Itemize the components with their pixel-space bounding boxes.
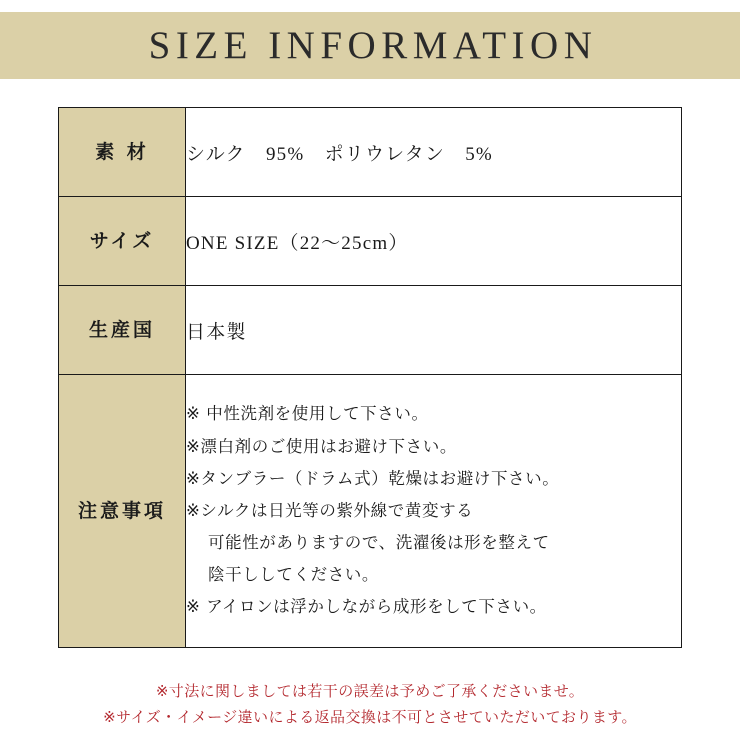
note-line: ※シルクは日光等の紫外線で黄変する — [186, 500, 474, 520]
note-line: 陰干ししてください。 — [208, 565, 379, 585]
table-row — [59, 375, 682, 648]
row-value-size: ONE SIZE（22〜25cm） — [186, 197, 682, 286]
footer-disclaimer — [0, 679, 740, 730]
row-value-country: 日本製 — [186, 286, 682, 375]
table-row — [59, 197, 682, 286]
note-line: 可能性がありますので、洗濯後は形を整えて — [208, 533, 550, 553]
note-line: ※漂白剤のご使用はお避け下さい。 — [186, 436, 457, 456]
table-row — [59, 286, 682, 375]
row-label-size: サイズ — [59, 197, 186, 286]
header — [0, 12, 740, 79]
row-label-material: 素 材 — [59, 108, 186, 197]
page-title: SIZE INFORMATION — [148, 24, 598, 67]
size-information-table — [58, 107, 682, 648]
note-line: ※タンブラー（ドラム式）乾燥はお避け下さい。 — [186, 468, 560, 488]
footer-line-1: ※寸法に関しましては若干の誤差は予めご了承くださいませ。 — [155, 682, 585, 700]
row-label-notes: 注意事項 — [59, 375, 186, 648]
footer-line-2: ※サイズ・イメージ違いによる返品交換は不可とさせていただいております。 — [103, 707, 637, 726]
row-value-material: シルク 95% ポリウレタン 5% — [186, 108, 682, 197]
note-line: ※ 中性洗剤を使用して下さい。 — [186, 404, 429, 424]
row-value-notes — [186, 375, 682, 648]
table-row — [59, 108, 682, 197]
row-label-country: 生産国 — [59, 286, 186, 375]
note-line: ※ アイロンは浮かしながら成形をして下さい。 — [186, 597, 547, 617]
